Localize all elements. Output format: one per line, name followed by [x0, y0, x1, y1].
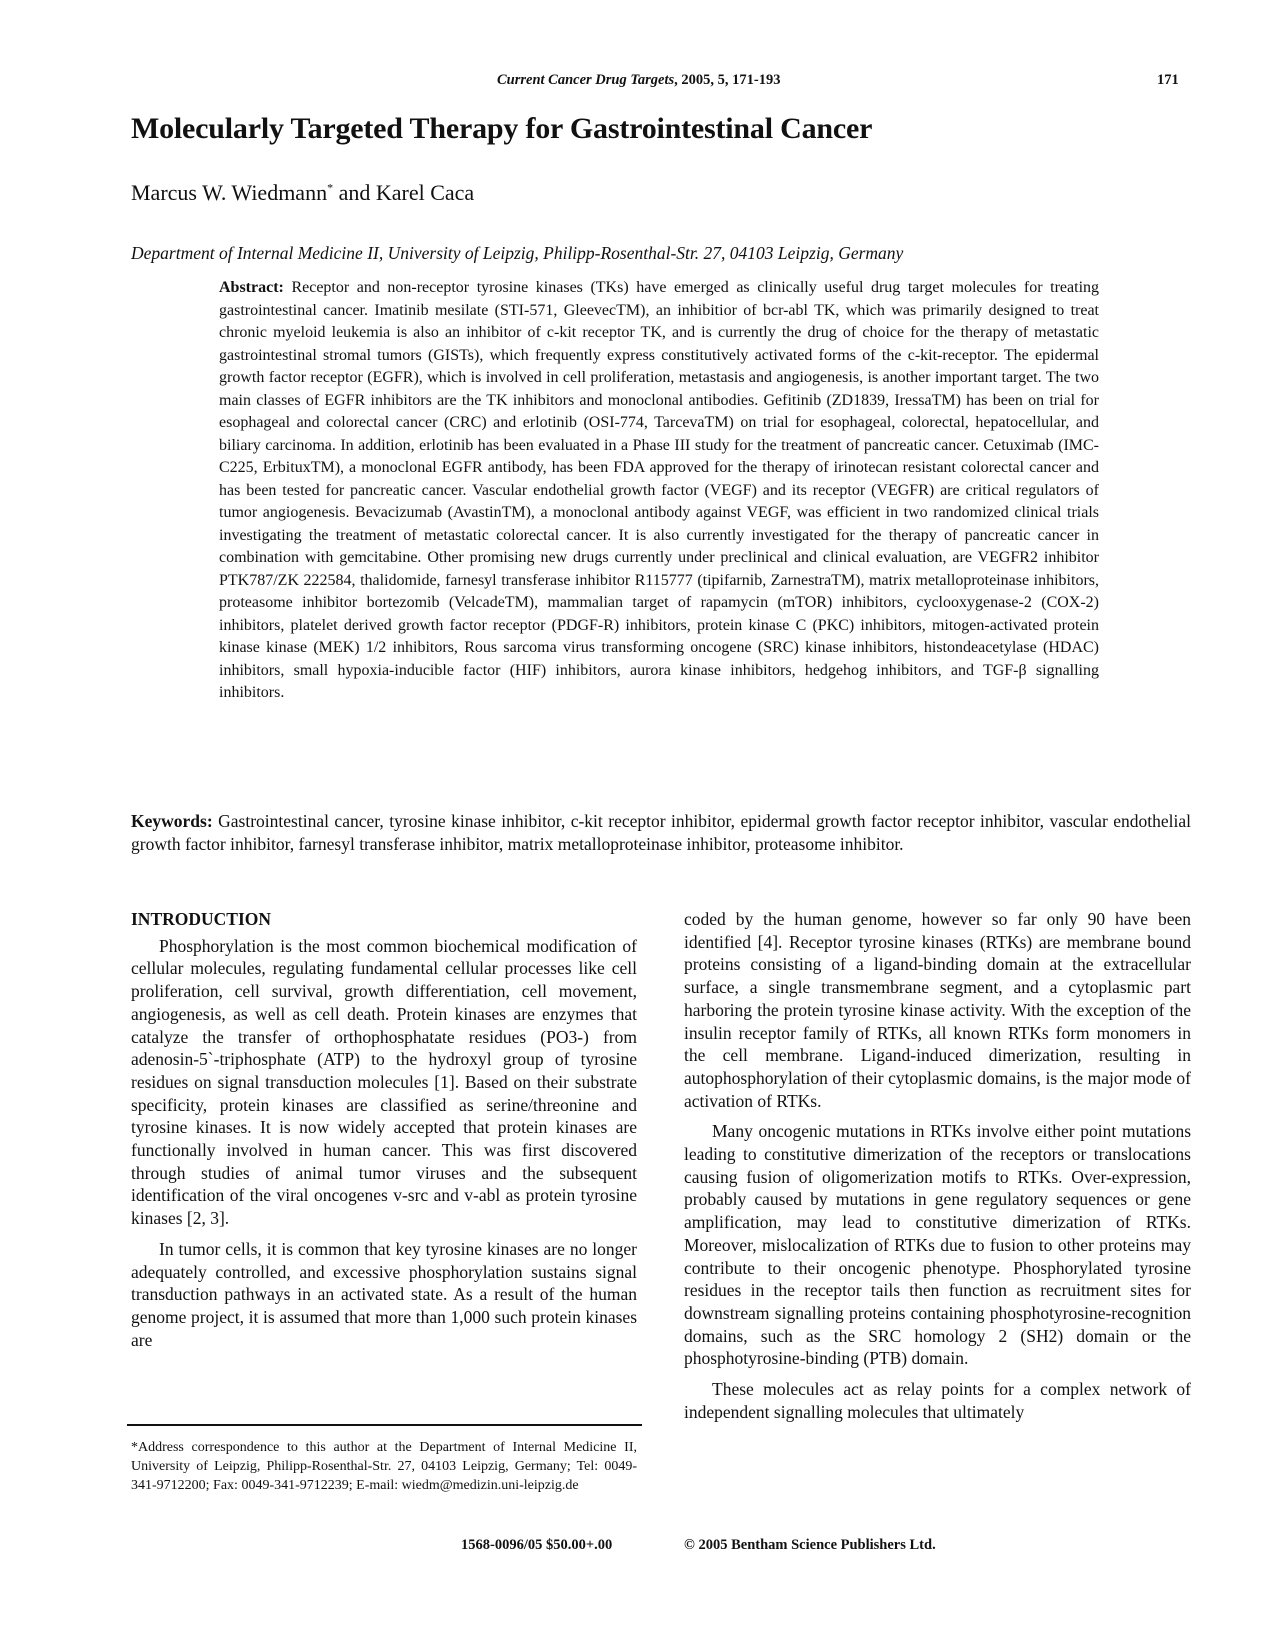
author-wiedmann: Marcus W. Wiedmann: [131, 180, 328, 205]
affiliation: Department of Internal Medicine II, University of Leipzig, Philipp-Rosenthal-Str. 27, 04103 Leipzig, Germany: [131, 243, 904, 263]
author-caca: and Karel Caca: [333, 180, 475, 205]
paragraph: Many oncogenic mutations in RTKs involve either point mutations leading to constitutive dimerization of the receptors or translocations causing fusion of oligomerization motifs to RTKs. Over-expression, probably caused by mutations in gene regulatory sequences or gene amplification, may lead to constitutive dimerization of RTKs. Moreover, mislocalization of RTKs due to fusion to other proteins may contribute to their oncogenic phenotype. Phosphorylated tyrosine residues in the receptor tails then function as recruitment sites for downstream signalling proteins containing phosphotyrosine-recognition domains, such as the SRC homology 2 (SH2) domain or the phosphotyrosine-binding (PTB) domain.: [684, 1121, 1191, 1369]
keywords-label: Keywords:: [131, 811, 213, 831]
paragraph: In tumor cells, it is common that key tyrosine kinases are no longer adequately controlled, and excessive phosphorylation sustains signal transduction pathways in an activated state. As a result of the human genome project, it is assumed that more than 1,000 such protein kinases are: [131, 1238, 637, 1350]
issn-price: 1568-0096/05 $50.00+.00: [461, 1537, 613, 1553]
author-line: [131, 180, 474, 206]
copyright-notice: © 2005 Bentham Science Publishers Ltd.: [684, 1537, 936, 1553]
article-title: Molecularly Targeted Therapy for Gastrointestinal Cancer: [131, 112, 873, 145]
abstract-label: Abstract:: [219, 279, 284, 296]
keywords-text: Gastrointestinal cancer, tyrosine kinase inhibitor, c-kit receptor inhibitor, epidermal growth factor receptor inhibitor, vascular endothelial growth factor inhibitor, farnesyl transferase inhibitor, matrix metalloproteinase inhibitor, proteasome inhibitor.: [131, 811, 1191, 854]
corresponding-author-mark: *: [327, 180, 334, 195]
left-column: [131, 908, 637, 1359]
journal-citation: [497, 72, 780, 89]
abstract: [219, 277, 1099, 705]
keywords: [131, 810, 1191, 855]
journal-volume-pages: , 2005, 5, 171-193: [674, 72, 781, 88]
paragraph: Phosphorylation is the most common biochemical modification of cellular molecules, regulating fundamental cellular processes like cell proliferation, cell survival, growth differentiation, cell movement, angiogenesis, as well as cell death. Protein kinases are enzymes that catalyze the transfer of orthophosphatate residues (PO3-) from adenosin-5`-triphosphate (ATP) to the hydroxyl group of tyrosine residues on signal transduction molecules [1]. Based on their substrate specificity, protein kinases are classified as serine/threonine and tyrosine kinases. It is now widely accepted that protein kinases are functionally involved in human cancer. This was first discovered through studies of animal tumor viruses and the subsequent identification of the viral oncogenes v-src and v-abl as protein tyrosine kinases [2, 3].: [131, 935, 637, 1229]
section-heading-introduction: INTRODUCTION: [131, 909, 272, 929]
footnote-divider: [127, 1424, 642, 1426]
abstract-text: Receptor and non-receptor tyrosine kinases (TKs) have emerged as clinically useful drug target molecules for treating gastrointestinal cancer. Imatinib mesilate (STI-571, GleevecTM), an inhibitior of bcr-abl TK, which was primarily designed to treat chronic myeloid leukemia is also an inhibitor of c-kit receptor TK, and is currently the drug of choice for the therapy of metastatic gastrointestinal stromal tumors (GISTs), which frequently express constitutively activated forms of the c-kit-receptor. The epidermal growth factor receptor (EGFR), which is involved in cell proliferation, metastasis and angiogenesis, is another important target. The two main classes of EGFR inhibitors are the TK inhibitors and monoclonal antibodies. Gefitinib (ZD1839, IressaTM) has been on trial for esophageal and colorectal cancer (CRC) and erlotinib (OSI-774, TarcevaTM) on trial for esophageal, colorectal, hepatocellular, and biliary carcinoma. In addition, erlotinib has been evaluated in a Phase III study for the treatment of pancreatic cancer. Cetuximab (IMC-C225, ErbituxTM), a monoclonal EGFR antibody, has been FDA approved for the therapy of irinotecan resistant colorectal cancer and has been tested for pancreatic cancer. Vascular endothelial growth factor (VEGF) and its receptor (VEGFR) are critical regulators of tumor angiogenesis. Bevacizumab (AvastinTM), a monoclonal antibody against VEGF, was efficient in two randomized clinical trials investigating the treatment of metastatic colorectal cancer. It is also currently investigated for the therapy of pancreatic cancer in combination with gemcitabine. Other promising new drugs currently under preclinical and clinical evaluation, are VEGFR2 inhibitor PTK787/ZK 222584, thalidomide, farnesyl transferase inhibitor R115777 (tipifarnib, ZarnestraTM), matrix metalloproteinase inhibitors, proteasome inhibitor bortezomib (VelcadeTM), mammalian target of rapamycin (mTOR) inhibitors, cyclooxygenase-2 (COX-2) inhibitors, platelet derived growth factor receptor (PDGF-R) inhibitors, protein kinase C (PKC) inhibitors, mitogen-activated protein kinase kinase (MEK) 1/2 inhibitors, Rous sarcoma virus transforming oncogene (SRC) kinase inhibitors, histondeacetylase (HDAC) inhibitors, small hypoxia-inducible factor (HIF) inhibitors, aurora kinase inhibitors, hedgehog inhibitors, and TGF-β signalling inhibitors.: [219, 279, 1100, 701]
page-number: 171: [1157, 72, 1179, 88]
paragraph: coded by the human genome, however so far only 90 have been identified [4]. Receptor tyrosine kinases (RTKs) are membrane bound proteins consisting of a ligand-binding domain at the extracellular surface, a single transmembrane segment, and a cytoplasmic part harboring the protein tyrosine kinase activity. With the exception of the insulin receptor family of RTKs, all known RTKs form monomers in the cell membrane. Ligand-induced dimerization, resulting in autophosphorylation of their cytoplasmic domains, is the major mode of activation of RTKs.: [684, 909, 1191, 1111]
paragraph: These molecules act as relay points for a complex network of independent signalling molecules that ultimately: [684, 1379, 1191, 1422]
journal-name: Current Cancer Drug Targets: [497, 72, 675, 88]
right-column: [684, 908, 1191, 1431]
correspondence-footnote: *Address correspondence to this author at the Department of Internal Medicine II, University of Leipzig, Philipp-Rosenthal-Str. 27, 04103 Leipzig, Germany; Tel: 0049-341-9712200; Fax: 0049-341-9712239; E-mail: wiedm@medizin.uni-leipzig.de: [131, 1440, 637, 1493]
